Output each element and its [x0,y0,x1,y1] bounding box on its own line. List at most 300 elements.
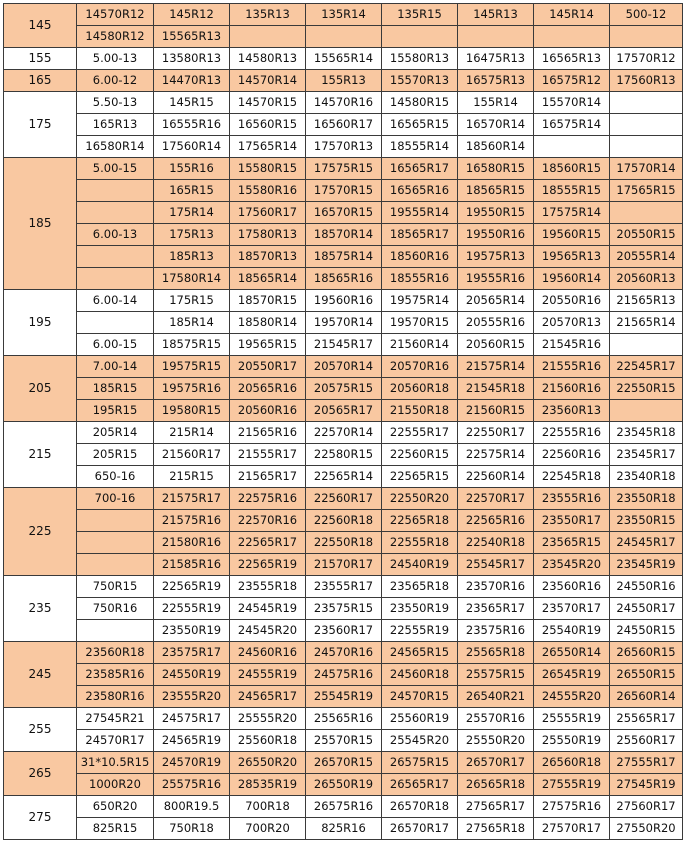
tire-size-cell: 21545R16 [534,334,610,356]
table-row [4,356,683,378]
tire-size-cell: 21565R13 [610,290,683,312]
tire-size-cell [77,532,154,554]
tire-size-cell: 17580R14 [154,268,230,290]
tire-size-cell: 16580R15 [458,158,534,180]
tire-size-cell: 15580R16 [230,180,306,202]
tire-size-cell [306,26,382,48]
tire-size-cell: 22575R16 [230,488,306,510]
tire-size-cell: 17565R15 [610,180,683,202]
tire-size-cell: 21555R17 [230,444,306,466]
tire-size-cell: 14570R16 [306,92,382,114]
tire-size-cell: 25560R18 [230,730,306,752]
tire-size-cell: 22550R15 [610,378,683,400]
tire-size-cell: 23550R19 [382,598,458,620]
tire-size-cell: 21560R14 [382,334,458,356]
tire-size-cell: 19575R16 [154,378,230,400]
tire-size-cell: 26560R14 [610,686,683,708]
tire-size-cell: 185R13 [154,246,230,268]
tire-size-cell: 14570R12 [77,4,154,26]
tire-width-cell: 255 [4,708,77,752]
tire-size-cell: 27555R17 [610,752,683,774]
tire-size-cell: 27560R17 [610,796,683,818]
tire-size-cell: 21575R17 [154,488,230,510]
tire-size-cell: 21570R17 [306,554,382,576]
tire-size-cell [77,180,154,202]
tire-size-cell: 21555R16 [534,356,610,378]
tire-size-cell: 22540R18 [458,532,534,554]
tire-size-cell: 26540R21 [458,686,534,708]
tire-size-cell: 20570R14 [306,356,382,378]
tire-size-cell: 19560R14 [534,268,610,290]
table-row [4,598,683,620]
tire-size-cell: 24545R19 [230,598,306,620]
tire-size-cell: 23545R19 [610,554,683,576]
tire-width-cell: 265 [4,752,77,796]
tire-size-cell: 25555R20 [230,708,306,730]
tire-size-cell: 24560R18 [382,664,458,686]
tire-size-cell: 6.00-14 [77,290,154,312]
tire-size-cell: 24550R19 [154,664,230,686]
tire-size-cell: 18555R14 [382,136,458,158]
tire-size-cell: 17560R14 [154,136,230,158]
tire-size-cell: 23560R16 [534,576,610,598]
tire-width-cell: 275 [4,796,77,840]
tire-size-cell: 27550R20 [610,818,683,840]
tire-size-cell: 22565R18 [382,510,458,532]
tire-size-cell: 155R13 [306,70,382,92]
tire-size-cell: 15570R14 [534,92,610,114]
tire-size-cell: 17570R14 [610,158,683,180]
table-row [4,708,683,730]
tire-size-cell: 25565R18 [458,642,534,664]
tire-size-cell: 27545R19 [610,774,683,796]
tire-size-cell: 175R15 [154,290,230,312]
tire-size-cell: 155R16 [154,158,230,180]
tire-size-table [3,3,683,840]
tire-size-cell: 18580R14 [230,312,306,334]
table-row [4,136,683,158]
tire-size-cell: 18565R17 [382,224,458,246]
tire-size-cell: 20550R15 [610,224,683,246]
tire-size-cell: 24565R17 [230,686,306,708]
tire-size-cell: 25545R19 [306,686,382,708]
tire-size-cell: 26560R15 [610,642,683,664]
tire-size-cell: 22560R17 [306,488,382,510]
tire-size-cell: 24575R16 [306,664,382,686]
tire-size-cell: 5.00-13 [77,48,154,70]
table-row [4,114,683,136]
tire-size-cell: 24575R17 [154,708,230,730]
tire-size-cell: 22565R19 [230,554,306,576]
tire-size-cell: 5.50-13 [77,92,154,114]
tire-size-cell: 175R14 [154,202,230,224]
tire-size-cell: 23545R20 [534,554,610,576]
tire-size-cell: 25560R17 [610,730,683,752]
tire-size-cell: 17570R12 [610,48,683,70]
tire-size-cell: 20555R14 [610,246,683,268]
tire-size-cell: 16565R13 [534,48,610,70]
tire-size-cell: 14570R15 [230,92,306,114]
tire-size-cell: 15565R13 [154,26,230,48]
tire-size-cell: 165R15 [154,180,230,202]
tire-size-cell: 22550R18 [306,532,382,554]
tire-size-cell: 22555R19 [382,620,458,642]
tire-size-cell: 25565R17 [610,708,683,730]
tire-size-cell [77,268,154,290]
tire-size-cell: 21580R16 [154,532,230,554]
tire-size-cell [534,136,610,158]
tire-size-cell: 19555R16 [458,268,534,290]
tire-size-cell: 18560R14 [458,136,534,158]
tire-size-cell: 22555R17 [382,422,458,444]
tire-size-cell: 18565R16 [306,268,382,290]
tire-size-cell: 17565R14 [230,136,306,158]
tire-size-cell: 6.00-12 [77,70,154,92]
tire-size-cell: 145R14 [534,4,610,26]
tire-size-cell [610,92,683,114]
tire-size-cell: 16575R14 [534,114,610,136]
tire-size-cell: 165R13 [77,114,154,136]
tire-size-cell: 26570R17 [458,752,534,774]
tire-size-cell: 23570R16 [458,576,534,598]
tire-size-cell: 16570R14 [458,114,534,136]
tire-size-cell: 21560R15 [458,400,534,422]
tire-size-cell: 22565R14 [306,466,382,488]
tire-size-cell: 23580R16 [77,686,154,708]
tire-size-cell: 650-16 [77,466,154,488]
tire-size-cell: 23585R16 [77,664,154,686]
tire-size-cell [382,26,458,48]
tire-size-cell: 21575R14 [458,356,534,378]
tire-size-cell: 22565R16 [458,510,534,532]
tire-size-cell: 22570R14 [306,422,382,444]
tire-size-cell: 18565R14 [230,268,306,290]
tire-size-cell: 205R14 [77,422,154,444]
tire-size-cell: 20550R16 [534,290,610,312]
tire-size-cell [77,510,154,532]
tire-size-cell: 17560R17 [230,202,306,224]
tire-width-cell: 235 [4,576,77,642]
tire-size-cell: 205R15 [77,444,154,466]
tire-size-cell: 26565R17 [382,774,458,796]
tire-size-cell: 23550R18 [610,488,683,510]
table-row [4,268,683,290]
tire-size-cell: 21545R17 [306,334,382,356]
tire-size-cell: 23550R15 [610,510,683,532]
tire-size-cell: 21560R16 [534,378,610,400]
tire-size-cell: 22565R19 [154,576,230,598]
table-row [4,554,683,576]
tire-size-cell: 21575R16 [154,510,230,532]
tire-size-cell: 23565R18 [382,576,458,598]
tire-size-cell: 22570R16 [230,510,306,532]
tire-size-cell: 135R14 [306,4,382,26]
tire-size-cell: 23545R18 [610,422,683,444]
table-row [4,378,683,400]
tire-size-cell: 22555R16 [534,422,610,444]
tire-size-cell: 22560R16 [534,444,610,466]
tire-size-cell [77,554,154,576]
table-row [4,202,683,224]
tire-size-cell: 22560R18 [306,510,382,532]
tire-size-cell: 750R15 [77,576,154,598]
tire-size-cell: 21565R16 [230,422,306,444]
table-row [4,774,683,796]
tire-size-cell [610,400,683,422]
tire-size-cell: 27545R21 [77,708,154,730]
tire-size-cell: 145R12 [154,4,230,26]
tire-size-cell: 17560R13 [610,70,683,92]
tire-size-cell: 22545R18 [534,466,610,488]
table-row [4,224,683,246]
tire-size-cell: 26570R15 [306,752,382,774]
table-row [4,4,683,26]
tire-size-cell [610,114,683,136]
tire-size-cell: 16575R13 [458,70,534,92]
tire-size-cell: 24560R16 [230,642,306,664]
tire-size-cell: 23545R17 [610,444,683,466]
tire-size-cell: 16565R15 [382,114,458,136]
table-row [4,664,683,686]
table-row [4,576,683,598]
table-row [4,752,683,774]
tire-size-cell: 16560R15 [230,114,306,136]
tire-size-cell: 500-12 [610,4,683,26]
tire-size-cell: 27570R17 [534,818,610,840]
tire-size-cell: 22575R14 [458,444,534,466]
tire-size-cell: 17580R13 [230,224,306,246]
tire-size-cell: 1000R20 [77,774,154,796]
tire-size-cell: 20560R16 [230,400,306,422]
tire-size-cell: 24550R15 [610,620,683,642]
tire-size-cell: 20560R18 [382,378,458,400]
tire-size-cell: 19560R15 [534,224,610,246]
tire-size-cell: 26575R16 [306,796,382,818]
table-row [4,70,683,92]
tire-size-cell: 23555R18 [230,576,306,598]
tire-size-cell: 24565R15 [382,642,458,664]
tire-width-cell: 185 [4,158,77,290]
tire-size-cell: 23560R18 [77,642,154,664]
tire-size-cell: 20570R13 [534,312,610,334]
tire-size-cell: 750R18 [154,818,230,840]
table-body [4,4,683,840]
tire-size-cell: 17570R13 [306,136,382,158]
tire-width-cell: 205 [4,356,77,422]
table-row [4,158,683,180]
tire-size-cell: 23555R17 [306,576,382,598]
tire-size-cell: 195R15 [77,400,154,422]
tire-size-cell: 27565R18 [458,818,534,840]
tire-size-cell: 26545R19 [534,664,610,686]
table-row [4,488,683,510]
tire-size-cell: 14580R15 [382,92,458,114]
tire-size-cell: 22560R14 [458,466,534,488]
table-row [4,818,683,840]
tire-size-cell: 16565R16 [382,180,458,202]
tire-size-cell: 14570R14 [230,70,306,92]
tire-size-cell: 23565R15 [534,532,610,554]
tire-size-cell: 20555R16 [458,312,534,334]
tire-size-cell: 215R14 [154,422,230,444]
tire-size-cell: 23560R13 [534,400,610,422]
tire-size-cell: 18570R15 [230,290,306,312]
tire-size-cell: 16560R17 [306,114,382,136]
tire-size-cell: 18560R15 [534,158,610,180]
tire-width-cell: 145 [4,4,77,48]
tire-size-cell: 25570R15 [306,730,382,752]
table-row [4,510,683,532]
table-row [4,312,683,334]
tire-size-cell: 19570R15 [382,312,458,334]
tire-size-cell: 17575R14 [534,202,610,224]
tire-width-cell: 165 [4,70,77,92]
tire-size-cell: 20570R16 [382,356,458,378]
tire-size-cell [534,26,610,48]
tire-size-cell: 24550R16 [610,576,683,598]
tire-size-cell: 20560R13 [610,268,683,290]
table-row [4,620,683,642]
tire-size-cell: 17575R15 [306,158,382,180]
table-row [4,796,683,818]
tire-size-cell: 25540R19 [534,620,610,642]
tire-size-cell: 25565R16 [306,708,382,730]
tire-size-cell: 21565R14 [610,312,683,334]
tire-size-cell: 19565R15 [230,334,306,356]
tire-size-cell: 24555R19 [230,664,306,686]
tire-size-cell [77,312,154,334]
tire-size-cell: 22565R15 [382,466,458,488]
tire-size-cell: 22580R15 [306,444,382,466]
tire-size-cell [610,334,683,356]
tire-size-cell: 19570R14 [306,312,382,334]
tire-size-cell: 825R16 [306,818,382,840]
tire-size-cell: 185R15 [77,378,154,400]
tire-size-cell: 23575R16 [458,620,534,642]
tire-size-cell: 5.00-15 [77,158,154,180]
tire-size-cell: 135R13 [230,4,306,26]
tire-width-cell: 195 [4,290,77,356]
tire-size-cell: 28535R19 [230,774,306,796]
tire-size-cell: 22550R17 [458,422,534,444]
tire-size-cell: 19555R14 [382,202,458,224]
table-row [4,26,683,48]
tire-size-cell: 21565R17 [230,466,306,488]
tire-size-cell: 18555R16 [382,268,458,290]
tire-size-cell [610,202,683,224]
tire-size-cell: 14580R13 [230,48,306,70]
tire-size-cell [77,246,154,268]
tire-size-cell: 16555R16 [154,114,230,136]
tire-size-cell: 20560R15 [458,334,534,356]
tire-size-cell: 22570R17 [458,488,534,510]
tire-size-cell: 31*10.5R15 [77,752,154,774]
tire-size-cell: 27575R16 [534,796,610,818]
tire-size-cell [610,26,683,48]
tire-size-cell: 20565R17 [306,400,382,422]
tire-size-cell: 24565R19 [154,730,230,752]
tire-size-cell: 18565R15 [458,180,534,202]
table-row [4,180,683,202]
tire-size-cell: 18555R15 [534,180,610,202]
tire-size-cell: 24555R20 [534,686,610,708]
tire-size-cell: 22550R20 [382,488,458,510]
tire-size-cell: 700-16 [77,488,154,510]
tire-size-cell: 17570R15 [306,180,382,202]
tire-size-cell: 18570R14 [306,224,382,246]
tire-size-cell: 25550R19 [534,730,610,752]
table-row [4,642,683,664]
tire-size-cell: 22565R17 [230,532,306,554]
tire-size-cell: 16565R17 [382,158,458,180]
tire-width-cell: 245 [4,642,77,708]
tire-size-cell: 18575R15 [154,334,230,356]
tire-size-cell: 24545R20 [230,620,306,642]
tire-size-cell: 16570R15 [306,202,382,224]
tire-size-cell: 20565R14 [458,290,534,312]
tire-size-cell: 155R14 [458,92,534,114]
tire-size-cell: 20575R15 [306,378,382,400]
tire-size-cell: 14470R13 [154,70,230,92]
tire-size-cell [77,202,154,224]
tire-size-cell: 24570R17 [77,730,154,752]
tire-size-cell: 25550R20 [458,730,534,752]
tire-size-cell: 650R20 [77,796,154,818]
table-row [4,246,683,268]
tire-width-cell: 225 [4,488,77,576]
tire-size-cell: 25545R20 [382,730,458,752]
table-row [4,532,683,554]
tire-size-cell: 23555R20 [154,686,230,708]
tire-size-cell: 23565R17 [458,598,534,620]
tire-size-cell: 19575R14 [382,290,458,312]
tire-size-cell: 21560R17 [154,444,230,466]
tire-size-cell: 15565R14 [306,48,382,70]
tire-size-cell: 26550R20 [230,752,306,774]
table-row [4,422,683,444]
tire-size-cell: 13580R13 [154,48,230,70]
table-row [4,400,683,422]
tire-size-cell: 18575R14 [306,246,382,268]
tire-size-cell: 145R13 [458,4,534,26]
tire-size-cell: 20565R16 [230,378,306,400]
tire-size-cell: 26565R18 [458,774,534,796]
tire-size-cell: 15570R13 [382,70,458,92]
tire-size-cell: 19550R15 [458,202,534,224]
tire-size-cell: 19580R15 [154,400,230,422]
tire-size-cell: 15580R15 [230,158,306,180]
tire-size-cell: 25570R16 [458,708,534,730]
tire-size-cell: 22555R19 [154,598,230,620]
tire-size-cell: 175R13 [154,224,230,246]
tire-size-cell: 26570R18 [382,796,458,818]
tire-size-cell: 26570R17 [382,818,458,840]
tire-size-cell: 800R19.5 [154,796,230,818]
tire-size-cell: 19575R13 [458,246,534,268]
tire-size-cell: 19565R13 [534,246,610,268]
tire-size-cell: 23550R19 [154,620,230,642]
tire-size-cell: 15580R13 [382,48,458,70]
table-row [4,686,683,708]
tire-size-cell: 14580R12 [77,26,154,48]
tire-size-cell: 23550R17 [534,510,610,532]
tire-size-cell: 24570R15 [382,686,458,708]
table-row [4,92,683,114]
tire-size-cell: 145R15 [154,92,230,114]
tire-size-cell: 750R16 [77,598,154,620]
table-row [4,334,683,356]
tire-size-cell: 25560R19 [382,708,458,730]
